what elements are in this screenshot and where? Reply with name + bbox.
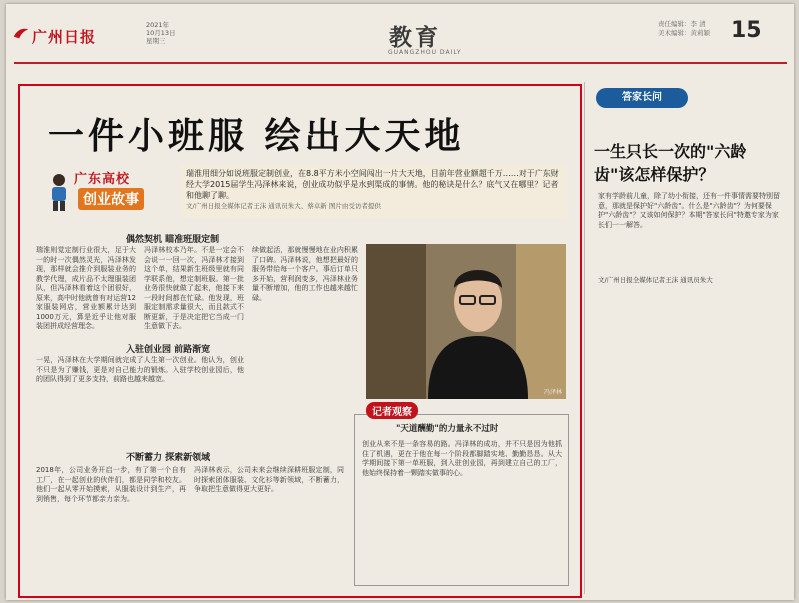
article-byline: 文/广州日报全媒体记者王沫 通讯员朱大、蔡卓新 图片由受访者提供 [186, 202, 381, 210]
newspaper-page [6, 4, 794, 600]
article-headline: 一件小班服 绘出大天地 [48, 115, 465, 157]
article-column-5: 2018年，公司业务开启一步，有了第一个自有工厂，在一起创业的伙伴们，都是同学和校友。他们一起从零开始摸索，从服装设计到生产，再到销售，每个环节都亲力亲为。 [36, 466, 186, 503]
article-column-6: 冯泽林表示，公司未来会继续深耕班服定制，同时探索团体服装、文化衫等新领域，不断蓄力，争取把生意做得更大更好。 [194, 466, 344, 493]
portrait-illustration [366, 244, 566, 399]
article-column-2: 冯泽林校本乃年。不是一定会不会说一一回一次，冯泽林才接到这个单，结果新生班级里就有同学联系他，想定制班服。第一批业务很快就做了起来，他接下来一段时间都在忙碌。他发现，班服定制需求量很大，而且款式不断更新，于是决定把它当成一门生意做下去。 [144, 246, 244, 330]
article-column-3: 续做起活，那就慢慢地在业内积累了口碑。冯泽林说，他想把最好的服务带给每一个客户。事后订单只多开始，营利润变多，冯泽林业务量不断增加，他的工作也越来越忙碌。 [252, 246, 358, 302]
portrait-photo [366, 244, 566, 399]
article-column-1: 瑞淮则觉定制行业很大，足于大一的时一次偶然灵光，冯泽林发现，那样就会推介到服装业务的教学代理，成片品不太理服装团队，但冯泽林看着这个团很好，原来，高中时他就曾有对运营12家服装网店，营业额累计达到1000万元，算是近乎让他对服装团拼成经营理念。 [36, 246, 136, 330]
column-kicker [46, 164, 166, 222]
issue-date: 2021年 10月13日 星期三 [146, 21, 176, 45]
masthead [6, 4, 794, 76]
commentary-tag: 记者观察 [366, 402, 418, 419]
section-title: 教育 [389, 24, 441, 51]
masthead-rule [14, 62, 787, 64]
kicker-bottom: 创业故事 [78, 188, 144, 210]
subhead-1: 偶然契机 瞄准班服定制 [126, 235, 220, 245]
section-subtitle: GUANGZHOU DAILY [388, 49, 462, 56]
editor-credits: 责任编辑：李 清 美术编辑：黄莉颖 [658, 20, 710, 37]
subhead-2: 入驻创业园 前路渐宽 [126, 345, 211, 355]
newspaper-logo-icon [12, 24, 30, 42]
column-divider [584, 82, 585, 594]
kicker-top: 广东高校 [74, 172, 131, 187]
sidebar-lead: 家有学龄前儿童，除了幼小衔接，还有一件事情需要特别留意，那就是保护好"六龄齿"。什么是"六龄齿"？为何要保护"六龄齿"？又该如何保护？本期"答家长问"特邀专家为家长们一一解答。 [598, 192, 780, 229]
subhead-3: 不断蓄力 探索新领域 [126, 453, 211, 463]
sidebar-tag: 答家长问 [596, 88, 688, 108]
article-lead: 瑞淮用细分如说班服定制创业，在8.8平方米小空间闯出一片大天地，目前年营业额超千万……对于广东财经大学2015届学生冯泽林来说，创业成功似乎是水到渠成的事情。他的秘诀是什么？底气又在哪里？记者和他聊了聊。 文/广州日报全媒体记者王沫 通讯员朱大、蔡卓新 图片由受访者提供 [180, 164, 566, 218]
page-number: 15 [731, 18, 762, 43]
sidebar-title: 一生只长一次的"六龄齿"该怎样保护？ [594, 142, 747, 184]
photo-caption: 冯泽林 [543, 389, 562, 396]
student-illustration-icon [46, 172, 72, 212]
commentary-title: "天道酬勤"的力量永不过时 [396, 424, 499, 434]
newspaper-logo: 广州日报 [32, 28, 97, 46]
sidebar-byline: 文/广州日报全媒体记者王沫 通讯员朱大 [598, 276, 713, 284]
commentary-body: 创业从来不是一条容易的路。冯泽林的成功，并不只是因为他抓住了机遇，更在于他在每一个阶段都脚踏实地、勤勤恳恳。从大学期间接下第一单班服，到入驻创业园，再到建立自己的工厂，他始终保持着一颗踏实做事的心。 [362, 440, 562, 477]
article-column-4: 一晃，冯泽林在大学期间就完成了人生第一次创业。他认为，创业不只是为了赚钱，更是对自己能力的锻炼。入驻学校创业园后，他的团队得到了更多支持，前路也越来越宽。 [36, 356, 244, 383]
